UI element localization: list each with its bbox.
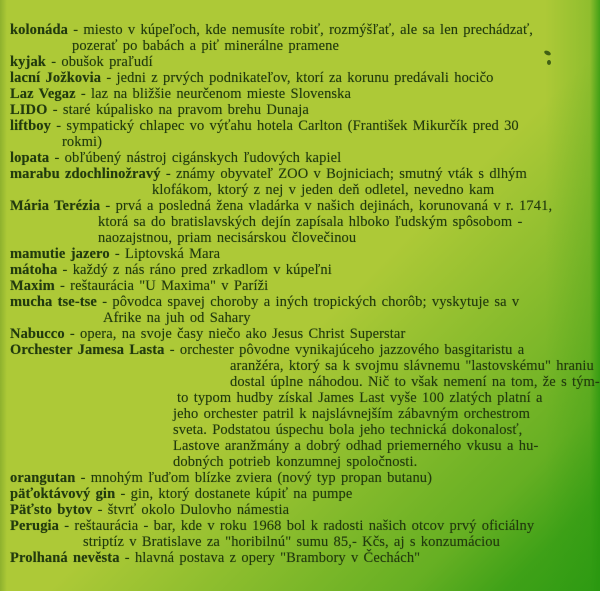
glossary-entry <box>10 118 594 150</box>
entry-term: päťoktávový gin <box>10 486 116 502</box>
glossary-line: Orchester Jamesa Lasta - orchester pôvodne vynikajúceho jazzového basgitaristu a <box>10 342 525 358</box>
entry-term: marabu zdochlinožravý <box>10 166 161 182</box>
glossary-entry <box>10 70 594 86</box>
glossary-line: orangutan - mnohým ľuďom blízke zviera (nový typ propan butanu) <box>10 470 433 486</box>
glossary-line: to typom hudby získal James Last vyše 100 zlatých platní a <box>177 390 543 406</box>
entry-term: Maxim <box>10 278 55 294</box>
glossary-line: mátoha - každý z nás ráno pred zrkadlom v kúpeľni <box>10 262 332 278</box>
glossary-line: aranžéra, ktorý sa k svojmu slávnemu "lastovskému" hraniu <box>230 358 594 374</box>
glossary-line: naozajstnou, priam necisárskou človečinou <box>98 230 357 246</box>
entry-term: lacní Jožkovia <box>10 70 102 86</box>
glossary-line: päťoktávový gin - gin, ktorý dostanete kúpiť na pumpe <box>10 486 353 502</box>
entry-term: Laz Vegaz <box>10 86 76 102</box>
glossary-entry <box>10 326 594 342</box>
glossary-entry <box>10 278 594 294</box>
glossary-line: ktorá sa do bratislavských dejín zapísala hlboko ľudským spôsobom - <box>98 214 523 230</box>
entry-term: kyjak <box>10 54 46 70</box>
glossary-entry <box>10 294 594 326</box>
entry-term: kolonáda <box>10 22 69 38</box>
entry-term: mátoha <box>10 262 58 278</box>
glossary-line: pozerať po babách a piť minerálne pramene <box>72 38 340 54</box>
glossary-line: rokmi) <box>62 134 103 150</box>
glossary-entry <box>10 502 594 518</box>
glossary-line: sveta. Podstatou úspechu bola jeho technická dokonalosť, <box>173 422 523 438</box>
glossary-line: Nabucco - opera, na svoje časy niečo ako Jesus Christ Superstar <box>10 326 406 342</box>
glossary-line: Afrike na juh od Sahary <box>103 310 251 326</box>
entry-term: Perugia <box>10 518 60 534</box>
glossary-entry <box>10 54 594 70</box>
glossary-line: marabu zdochlinožravý - známy obyvateľ ZOO v Bojniciach; smutný vták s dlhým <box>10 166 527 182</box>
entry-term: mucha tse-tse <box>10 294 97 310</box>
glossary-line: Prolhaná nevěsta - hlavná postava z opery "Brambory v Čechách" <box>10 550 421 566</box>
glossary-line: Lastove aranžmány a dobrý odhad priemerného vkusu a hu- <box>173 438 539 454</box>
entry-term: Mária Terézia <box>10 198 101 214</box>
glossary-line: striptíz v Bratislave za "horibilnú" sumu 85,- Kčs, aj s konzumáciou <box>83 534 501 550</box>
glossary-entry <box>10 86 594 102</box>
glossary-line: Maxim - reštaurácia "U Maxima" v Paríži <box>10 278 269 294</box>
glossary-line: Laz Vegaz - laz na bližšie neurčenom mieste Slovenska <box>10 86 352 102</box>
glossary-entry <box>10 550 594 566</box>
glossary-line: kyjak - obušok praľudí <box>10 54 153 70</box>
glossary-line: klofákom, ktorý z nej v jeden deň odletel, nevedno kam <box>152 182 495 198</box>
glossary-entry <box>10 198 594 246</box>
glossary-line: lacní Jožkovia - jedni z prvých podnikateľov, ktorí za korunu predávali hocičo <box>10 70 494 86</box>
glossary-entry <box>10 246 594 262</box>
glossary-line: dostal úplne náhodou. Nič to však nemení na tom, že s tým- <box>230 374 600 390</box>
glossary-entry <box>10 518 594 550</box>
entry-term: Prolhaná nevěsta <box>10 550 120 566</box>
entry-term: Nabucco <box>10 326 65 342</box>
glossary-line: kolonáda - miesto v kúpeľoch, kde nemusíte robiť, rozmýšľať, ale sa len prechádzať, <box>10 22 533 38</box>
glossary-line: liftboy - sympatický chlapec vo výťahu hotela Carlton (František Mikurčík pred 30 <box>10 118 519 134</box>
glossary-entry <box>10 342 600 470</box>
glossary-entry <box>10 470 594 486</box>
glossary-entry <box>10 102 594 118</box>
glossary-entry <box>10 150 594 166</box>
glossary-line: jeho orchester patril k najslávnejším zábavným orchestrom <box>173 406 530 422</box>
glossary-line: mamutie jazero - Liptovská Mara <box>10 246 221 262</box>
entry-term: liftboy <box>10 118 51 134</box>
glossary-entry <box>10 166 594 198</box>
glossary-line: lopata - obľúbený nástroj cigánskych ľudových kapiel <box>10 150 342 166</box>
entry-term: orangutan <box>10 470 76 486</box>
glossary-line: Päťsto bytov - štvrť okolo Dulovho námestia <box>10 502 290 518</box>
glossary-entry <box>10 262 594 278</box>
entry-term: lopata <box>10 150 50 166</box>
glossary-entry <box>10 22 594 54</box>
entry-term: mamutie jazero <box>10 246 110 262</box>
glossary-line: LIDO - staré kúpalisko na pravom brehu Dunaja <box>10 102 309 118</box>
glossary-line: Perugia - reštaurácia - bar, kde v roku 1968 bol k radosti našich otcov prvý oficiálny <box>10 518 535 534</box>
entry-term: LIDO <box>10 102 48 118</box>
glossary-entry <box>10 486 594 502</box>
glossary-line: dobných potrieb konzumnej spoločnosti. <box>173 454 418 470</box>
entry-term: Päťsto bytov <box>10 502 93 518</box>
glossary-line: Mária Terézia - prvá a posledná žena vladárka v našich dejinách, korunovaná v r. 1741, <box>10 198 553 214</box>
entry-term: Orchester Jamesa Lasta <box>10 342 165 358</box>
glossary-line: mucha tse-tse - pôvodca spavej choroby a iných tropických chorôb; vyskytuje sa v <box>10 294 520 310</box>
